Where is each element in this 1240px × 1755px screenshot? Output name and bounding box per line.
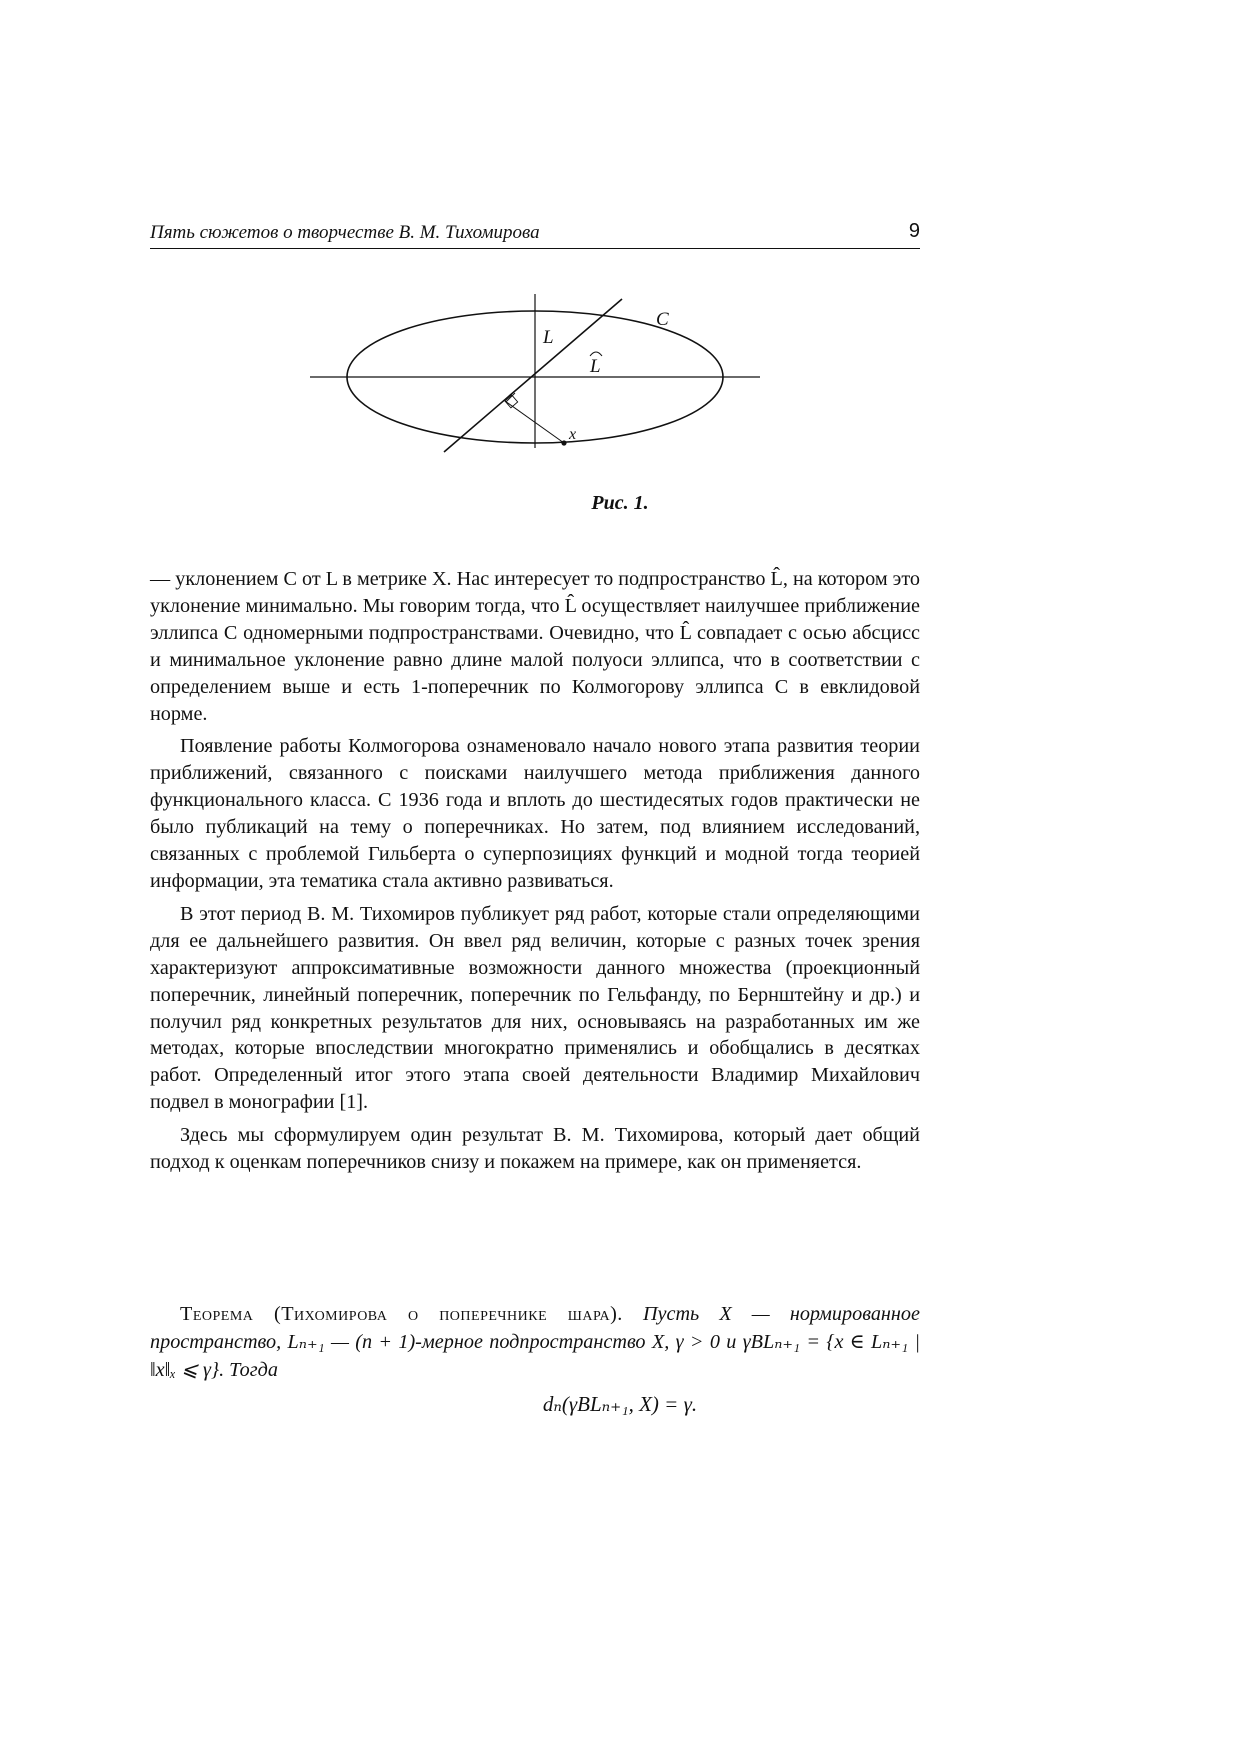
label-c: C [656,309,669,330]
body-text [150,566,920,1182]
figure-caption: Рис. 1. [591,492,649,514]
label-x: x [569,426,577,443]
figure-ellipse [310,290,760,470]
running-header [150,218,920,249]
label-l: L [543,327,554,348]
paragraph-2: Появление работы Колмогорова ознаменовало начало нового этапа развития теории приближений, связанного с поисками наилучшего метода приближения данного функционального класса. С 1936 года и вплоть до шестидесятых годов практически не было публикаций на тему о поперечниках. Но затем, под влиянием исследований, связанных с проблемой Гильберта о суперпозициях функций и модной тогда теорией информации, эта тематика стала активно развиваться. [150,735,920,892]
theorem-heading: Теорема (Тихомирова о поперечнике шара). [180,1303,623,1325]
ellipse-diagram [310,290,760,470]
label-lhat: L [590,356,601,377]
running-title: Пять сюжетов о творчестве В. М. Тихомирова [150,222,540,243]
paragraph-3: В этот период В. М. Тихомиров публикует ряд работ, которые стали определяющими для ее дальнейшего развития. Он ввел ряд величин, которые с разных точек зрения характеризуют аппроксимативные возможности данного множества (проекционный поперечник, линейный поперечник, поперечник по Гельфанду, по Бернштейну и др.) и получил ряд конкретных результатов для них, основываясь на разработанных им же методах, которые впоследствии многократно применялись и обобщались в десятках работ. Определенный итог этого этапа своей деятельности Владимир Михайлович подвел в монографии [1]. [150,902,920,1114]
paragraph-1: — уклонением C от L в метрике X. Нас интересует то подпространство L̂, на котором это уклонение минимально. Мы говорим тогда, что L̂ осуществляет наилучшее приближение эллипса C одномерными подпространствами. Очевидно, что L̂ совпадает с осью абсцисс и минимальное уклонение равно длине малой полуоси эллипса, что в соответствии с определением выше и есть 1-поперечник по Колмогорову эллипса C в евклидовой норме. [150,568,920,725]
page-number: 9 [908,220,920,242]
theorem-formula: dₙ(γBLₙ₊₁, X) = γ. [542,1392,698,1416]
point-x [561,440,566,445]
theorem-block [150,1300,920,1384]
theorem-statement: Пусть X — нормированное пространство, Lₙ₊₁ — (n + 1)-мерное подпространство X, γ > 0 и γBLₙ₊₁ = {x ∈ Lₙ₊₁ | ‖x‖ₓ ⩽ γ}. Тогда [150,1303,920,1381]
paragraph-4: Здесь мы сформулируем один результат В. М. Тихомирова, который дает общий подход к оценкам поперечников снизу и покажем на примере, как он применяется. [150,1124,920,1174]
